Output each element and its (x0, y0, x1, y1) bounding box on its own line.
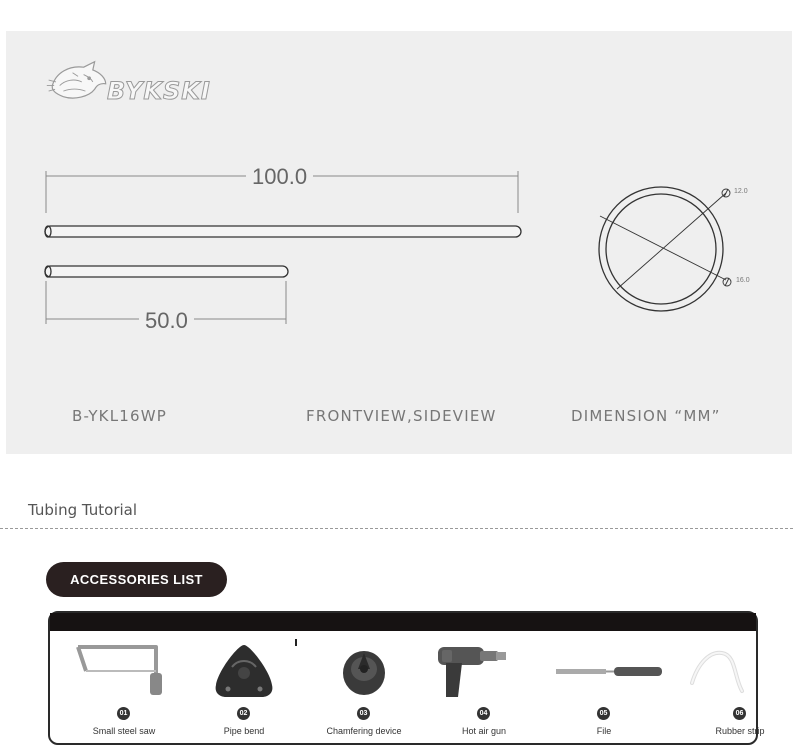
views-caption: FRONTVIEW,SIDEVIEW (306, 407, 497, 425)
chamfer-icon (304, 641, 424, 703)
dimension-drawing (6, 31, 792, 454)
heat-gun-icon (424, 641, 544, 703)
tool-item (630, 635, 765, 745)
tool-number: 03 (357, 707, 370, 720)
tool-number: 01 (117, 707, 130, 720)
tool-label: Rubber strip (715, 726, 765, 736)
tool-label: File (596, 726, 612, 736)
long-tube-length-label: 100.0 (246, 164, 313, 190)
diameter-leader-lines (600, 189, 731, 289)
tool-number: 05 (597, 707, 610, 720)
technical-drawing-panel (6, 31, 792, 454)
outer-diameter-label: 16.0 (736, 277, 750, 284)
tool-label: Hot air gun (461, 726, 507, 736)
tool-number: 06 (733, 707, 746, 720)
tool-label: Chamfering device (326, 726, 402, 736)
units-caption: DIMENSION “MM” (571, 407, 721, 425)
tool-label: Pipe bend (223, 726, 265, 736)
accessories-panel (48, 611, 765, 745)
tube-side-view (599, 187, 723, 311)
short-tube-length-label: 50.0 (139, 308, 194, 334)
inner-diameter-label: 12.0 (734, 188, 748, 195)
accessories-panel-header-bar (50, 613, 756, 631)
model-caption: B-YKL16WP (72, 407, 168, 425)
accessories-list-badge: ACCESSORIES LIST (46, 562, 227, 597)
tool-number: 04 (477, 707, 490, 720)
tool-label: Small steel saw (92, 726, 156, 736)
tool-item (184, 635, 304, 745)
tool-number: 02 (237, 707, 250, 720)
tutorial-section-title: Tubing Tutorial (28, 501, 138, 519)
pipe-bend-icon (184, 641, 304, 703)
hacksaw-icon (64, 641, 184, 703)
short-tube-front-view (45, 266, 288, 277)
long-tube-front-view (45, 226, 521, 237)
tool-item (64, 635, 184, 745)
brand-wordmark: BYKSKI (107, 77, 211, 105)
section-divider (0, 528, 793, 529)
tool-item (424, 635, 544, 745)
rubber-strip-icon (630, 641, 750, 703)
tool-item (304, 635, 424, 745)
